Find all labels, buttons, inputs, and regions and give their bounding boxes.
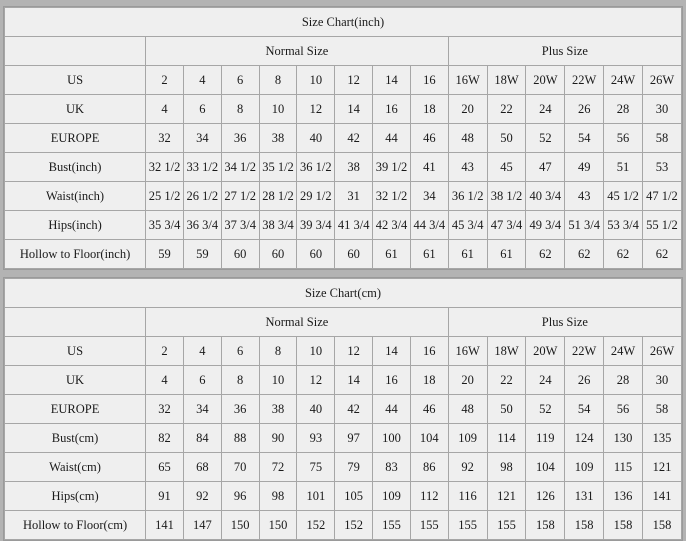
- cell: 44 3/4: [410, 211, 448, 240]
- cell: 20W: [526, 66, 565, 95]
- row-label: EUROPE: [5, 124, 146, 153]
- cell: 46: [410, 395, 448, 424]
- cell: 147: [183, 511, 221, 540]
- cell: 16W: [448, 66, 487, 95]
- cell: 32: [146, 124, 184, 153]
- cell: 47 3/4: [487, 211, 526, 240]
- cell: 105: [335, 482, 373, 511]
- cell: 34 1/2: [221, 153, 259, 182]
- cell: 45 1/2: [604, 182, 643, 211]
- row-label: Hollow to Floor(cm): [5, 511, 146, 540]
- group-plus-size: Plus Size: [448, 308, 681, 337]
- cell: 75: [297, 453, 335, 482]
- cell: 54: [565, 124, 604, 153]
- table-row: [5, 211, 682, 240]
- cell: 16W: [448, 337, 487, 366]
- cell: 24W: [604, 337, 643, 366]
- cell: 26W: [642, 66, 681, 95]
- cell: 10: [259, 95, 297, 124]
- cell: 8: [259, 337, 297, 366]
- cell: 82: [146, 424, 184, 453]
- cell: 49: [565, 153, 604, 182]
- cell: 40 3/4: [526, 182, 565, 211]
- table-title-row: [5, 279, 682, 308]
- cell: 4: [183, 66, 221, 95]
- row-label: Hollow to Floor(inch): [5, 240, 146, 269]
- table-row: [5, 453, 682, 482]
- cell: 152: [335, 511, 373, 540]
- cell: 27 1/2: [221, 182, 259, 211]
- cell: 56: [604, 395, 643, 424]
- cell: 12: [335, 337, 373, 366]
- cell: 51 3/4: [565, 211, 604, 240]
- cell: 29 1/2: [297, 182, 335, 211]
- cell: 47 1/2: [642, 182, 681, 211]
- cell: 4: [146, 366, 184, 395]
- cell: 90: [259, 424, 297, 453]
- cell: 62: [526, 240, 565, 269]
- cell: 126: [526, 482, 565, 511]
- cell: 36: [221, 124, 259, 153]
- cell: 109: [565, 453, 604, 482]
- cell: 136: [604, 482, 643, 511]
- row-label: EUROPE: [5, 395, 146, 424]
- row-label: Hips(cm): [5, 482, 146, 511]
- cell: 39 1/2: [373, 153, 411, 182]
- table-row: [5, 95, 682, 124]
- cell: 52: [526, 395, 565, 424]
- cell: 47: [526, 153, 565, 182]
- cell: 6: [183, 366, 221, 395]
- cell: 22: [487, 366, 526, 395]
- cell: 18W: [487, 337, 526, 366]
- cell: 45 3/4: [448, 211, 487, 240]
- cell: 54: [565, 395, 604, 424]
- chart-title: Size Chart(cm): [5, 279, 682, 308]
- table-row: [5, 153, 682, 182]
- cell: 116: [448, 482, 487, 511]
- cell: 32 1/2: [373, 182, 411, 211]
- cell: 18W: [487, 66, 526, 95]
- cell: 6: [221, 66, 259, 95]
- group-normal-size: Normal Size: [146, 308, 449, 337]
- cell: 109: [373, 482, 411, 511]
- cell: 109: [448, 424, 487, 453]
- cell: 65: [146, 453, 184, 482]
- cell: 92: [183, 482, 221, 511]
- cell: 60: [259, 240, 297, 269]
- table-row: [5, 511, 682, 540]
- cell: 22W: [565, 337, 604, 366]
- cell: 88: [221, 424, 259, 453]
- cell: 60: [335, 240, 373, 269]
- row-label: UK: [5, 366, 146, 395]
- cell: 61: [410, 240, 448, 269]
- cell: 46: [410, 124, 448, 153]
- table-row: [5, 424, 682, 453]
- cell: 25 1/2: [146, 182, 184, 211]
- cell: 16: [373, 95, 411, 124]
- cell: 6: [183, 95, 221, 124]
- cell: 61: [373, 240, 411, 269]
- cell: 6: [221, 337, 259, 366]
- cell: 92: [448, 453, 487, 482]
- cell: 10: [297, 337, 335, 366]
- cell: 155: [410, 511, 448, 540]
- cell: 38: [259, 124, 297, 153]
- cell: 28: [604, 95, 643, 124]
- cell: 100: [373, 424, 411, 453]
- cell: 104: [410, 424, 448, 453]
- cell: 155: [487, 511, 526, 540]
- cell: 150: [259, 511, 297, 540]
- cell: 41: [410, 153, 448, 182]
- table-row: [5, 66, 682, 95]
- cell: 36 1/2: [448, 182, 487, 211]
- cell: 44: [373, 124, 411, 153]
- cell: 60: [221, 240, 259, 269]
- cell: 91: [146, 482, 184, 511]
- cell: 38: [335, 153, 373, 182]
- cell: 49 3/4: [526, 211, 565, 240]
- cell: 121: [487, 482, 526, 511]
- cell: 10: [297, 66, 335, 95]
- cell: 104: [526, 453, 565, 482]
- cell: 30: [642, 366, 681, 395]
- row-label: Bust(cm): [5, 424, 146, 453]
- cell: 38: [259, 395, 297, 424]
- cell: 8: [259, 66, 297, 95]
- cell: 24: [526, 95, 565, 124]
- cell: 24W: [604, 66, 643, 95]
- cell: 14: [335, 95, 373, 124]
- table-row: [5, 240, 682, 269]
- cell: 35 3/4: [146, 211, 184, 240]
- row-label: Bust(inch): [5, 153, 146, 182]
- cell: 152: [297, 511, 335, 540]
- row-label: US: [5, 337, 146, 366]
- cell: 12: [335, 66, 373, 95]
- cell: 150: [221, 511, 259, 540]
- cell: 119: [526, 424, 565, 453]
- cell: 38 3/4: [259, 211, 297, 240]
- size-chart-inch: [3, 6, 683, 270]
- cell: 16: [410, 66, 448, 95]
- row-label: UK: [5, 95, 146, 124]
- cell: 114: [487, 424, 526, 453]
- cell: 26 1/2: [183, 182, 221, 211]
- cell: 12: [297, 366, 335, 395]
- cell: 32 1/2: [146, 153, 184, 182]
- cell: 158: [526, 511, 565, 540]
- row-label: Waist(cm): [5, 453, 146, 482]
- cell: 48: [448, 124, 487, 153]
- cell: 8: [221, 95, 259, 124]
- cell: 135: [642, 424, 681, 453]
- table-row: [5, 182, 682, 211]
- cell: 43: [448, 153, 487, 182]
- cell: 18: [410, 366, 448, 395]
- cell: 96: [221, 482, 259, 511]
- cell: 8: [221, 366, 259, 395]
- cell: 20: [448, 95, 487, 124]
- cell: 38 1/2: [487, 182, 526, 211]
- size-table-cm: [4, 278, 682, 540]
- table-row: [5, 395, 682, 424]
- cell: 2: [146, 66, 184, 95]
- cell: 141: [146, 511, 184, 540]
- table-row: [5, 124, 682, 153]
- cell: 58: [642, 124, 681, 153]
- cell: 14: [335, 366, 373, 395]
- cell: 130: [604, 424, 643, 453]
- row-label: Waist(inch): [5, 182, 146, 211]
- cell: 26: [565, 95, 604, 124]
- cell: 50: [487, 124, 526, 153]
- cell: 112: [410, 482, 448, 511]
- cell: 26W: [642, 337, 681, 366]
- row-label: Hips(inch): [5, 211, 146, 240]
- cell: 20W: [526, 337, 565, 366]
- table-row: [5, 366, 682, 395]
- cell: 36 3/4: [183, 211, 221, 240]
- cell: 86: [410, 453, 448, 482]
- cell: 12: [297, 95, 335, 124]
- table-row: [5, 482, 682, 511]
- group-row-spacer: [5, 308, 146, 337]
- cell: 48: [448, 395, 487, 424]
- cell: 62: [565, 240, 604, 269]
- cell: 28: [604, 366, 643, 395]
- row-label: US: [5, 66, 146, 95]
- cell: 60: [297, 240, 335, 269]
- cell: 83: [373, 453, 411, 482]
- cell: 58: [642, 395, 681, 424]
- cell: 10: [259, 366, 297, 395]
- cell: 97: [335, 424, 373, 453]
- cell: 37 3/4: [221, 211, 259, 240]
- cell: 26: [565, 366, 604, 395]
- cell: 158: [642, 511, 681, 540]
- cell: 42 3/4: [373, 211, 411, 240]
- cell: 158: [604, 511, 643, 540]
- cell: 18: [410, 95, 448, 124]
- cell: 36: [221, 395, 259, 424]
- cell: 155: [448, 511, 487, 540]
- cell: 22: [487, 95, 526, 124]
- cell: 53: [642, 153, 681, 182]
- cell: 40: [297, 124, 335, 153]
- cell: 70: [221, 453, 259, 482]
- cell: 4: [183, 337, 221, 366]
- cell: 34: [183, 124, 221, 153]
- table-group-row: [5, 37, 682, 66]
- cell: 59: [183, 240, 221, 269]
- cell: 61: [448, 240, 487, 269]
- table-title-row: [5, 8, 682, 37]
- cell: 51: [604, 153, 643, 182]
- cell: 98: [259, 482, 297, 511]
- cell: 43: [565, 182, 604, 211]
- cell: 115: [604, 453, 643, 482]
- cell: 40: [297, 395, 335, 424]
- cell: 124: [565, 424, 604, 453]
- table-group-row: [5, 308, 682, 337]
- cell: 79: [335, 453, 373, 482]
- cell: 42: [335, 124, 373, 153]
- cell: 72: [259, 453, 297, 482]
- cell: 16: [410, 337, 448, 366]
- size-chart-cm: [3, 277, 683, 541]
- cell: 158: [565, 511, 604, 540]
- cell: 42: [335, 395, 373, 424]
- cell: 55 1/2: [642, 211, 681, 240]
- group-normal-size: Normal Size: [146, 37, 449, 66]
- cell: 44: [373, 395, 411, 424]
- group-plus-size: Plus Size: [448, 37, 681, 66]
- group-row-spacer: [5, 37, 146, 66]
- cell: 30: [642, 95, 681, 124]
- size-table-inch: [4, 7, 682, 269]
- cell: 45: [487, 153, 526, 182]
- cell: 53 3/4: [604, 211, 643, 240]
- cell: 62: [642, 240, 681, 269]
- cell: 39 3/4: [297, 211, 335, 240]
- cell: 131: [565, 482, 604, 511]
- cell: 41 3/4: [335, 211, 373, 240]
- cell: 62: [604, 240, 643, 269]
- chart-title: Size Chart(inch): [5, 8, 682, 37]
- cell: 24: [526, 366, 565, 395]
- cell: 52: [526, 124, 565, 153]
- cell: 84: [183, 424, 221, 453]
- cell: 101: [297, 482, 335, 511]
- table-row: [5, 337, 682, 366]
- cell: 14: [373, 337, 411, 366]
- cell: 93: [297, 424, 335, 453]
- cell: 121: [642, 453, 681, 482]
- cell: 20: [448, 366, 487, 395]
- cell: 35 1/2: [259, 153, 297, 182]
- cell: 56: [604, 124, 643, 153]
- cell: 4: [146, 95, 184, 124]
- cell: 68: [183, 453, 221, 482]
- cell: 36 1/2: [297, 153, 335, 182]
- cell: 141: [642, 482, 681, 511]
- cell: 61: [487, 240, 526, 269]
- cell: 16: [373, 366, 411, 395]
- cell: 22W: [565, 66, 604, 95]
- cell: 28 1/2: [259, 182, 297, 211]
- cell: 31: [335, 182, 373, 211]
- cell: 50: [487, 395, 526, 424]
- cell: 34: [183, 395, 221, 424]
- cell: 33 1/2: [183, 153, 221, 182]
- cell: 155: [373, 511, 411, 540]
- cell: 14: [373, 66, 411, 95]
- cell: 98: [487, 453, 526, 482]
- cell: 59: [146, 240, 184, 269]
- cell: 34: [410, 182, 448, 211]
- cell: 2: [146, 337, 184, 366]
- cell: 32: [146, 395, 184, 424]
